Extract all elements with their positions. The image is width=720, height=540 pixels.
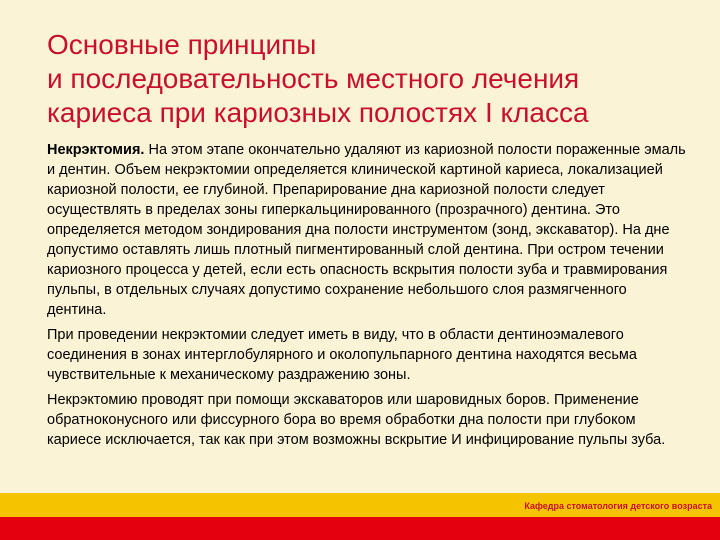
- paragraph-text: При проведении некрэктомии следует иметь в виду, что в области дентиноэмалевого соединения в зонах интерглобулярного и околопульпарного дентина находятся весьма чувствительные к механическому раздражению зоны.: [47, 327, 637, 383]
- title-line-3: кариеса при кариозных полостях I класса: [47, 97, 589, 128]
- footer-bar-red: [0, 517, 720, 540]
- slide-body: [47, 140, 687, 455]
- paragraph-necrectomy: [47, 140, 687, 320]
- title-line-2: и последовательность местного лечения: [47, 63, 580, 94]
- term-necrectomy: Некрэктомия.: [47, 142, 145, 158]
- paragraph-sensitive-zones: [47, 325, 687, 385]
- title-line-1: Основные принципы: [47, 29, 317, 60]
- slide-title: [47, 28, 707, 130]
- footer-department-label: Кафедра стоматология детского возраста: [524, 501, 712, 511]
- paragraph-text: Некрэктомию проводят при помощи экскаваторов или шаровидных боров. Применение обратноконусного или фиссурного бора во время обработки дна полости при глубоком кариесе исключается, так как при этом возможны вскрытие И инфицирование пульпы зуба.: [47, 392, 666, 448]
- paragraph-text: На этом этапе окончательно удаляют из кариозной полости пораженные эмаль и дентин. Объем некрэктомии определяется клинической картиной кариеса, локализацией кариозной полости, ее глубиной. Препарирование дна кариозной полости следует осуществлять в пределах зоны гиперкальцинированного (прозрачного) дентина. Это определяется методом зондирования дна полости инструментом (зонд, экскаватор). На дне допустимо оставлять лишь плотный пигментированный слой дентина. При остром течении кариозного процесса у детей, если есть опасность вскрытия полости зуба и травмирования пульпы, в отдельных случаях допустимо сохранение небольшого слоя размягченного дентина.: [47, 142, 686, 318]
- paragraph-instruments: [47, 390, 687, 450]
